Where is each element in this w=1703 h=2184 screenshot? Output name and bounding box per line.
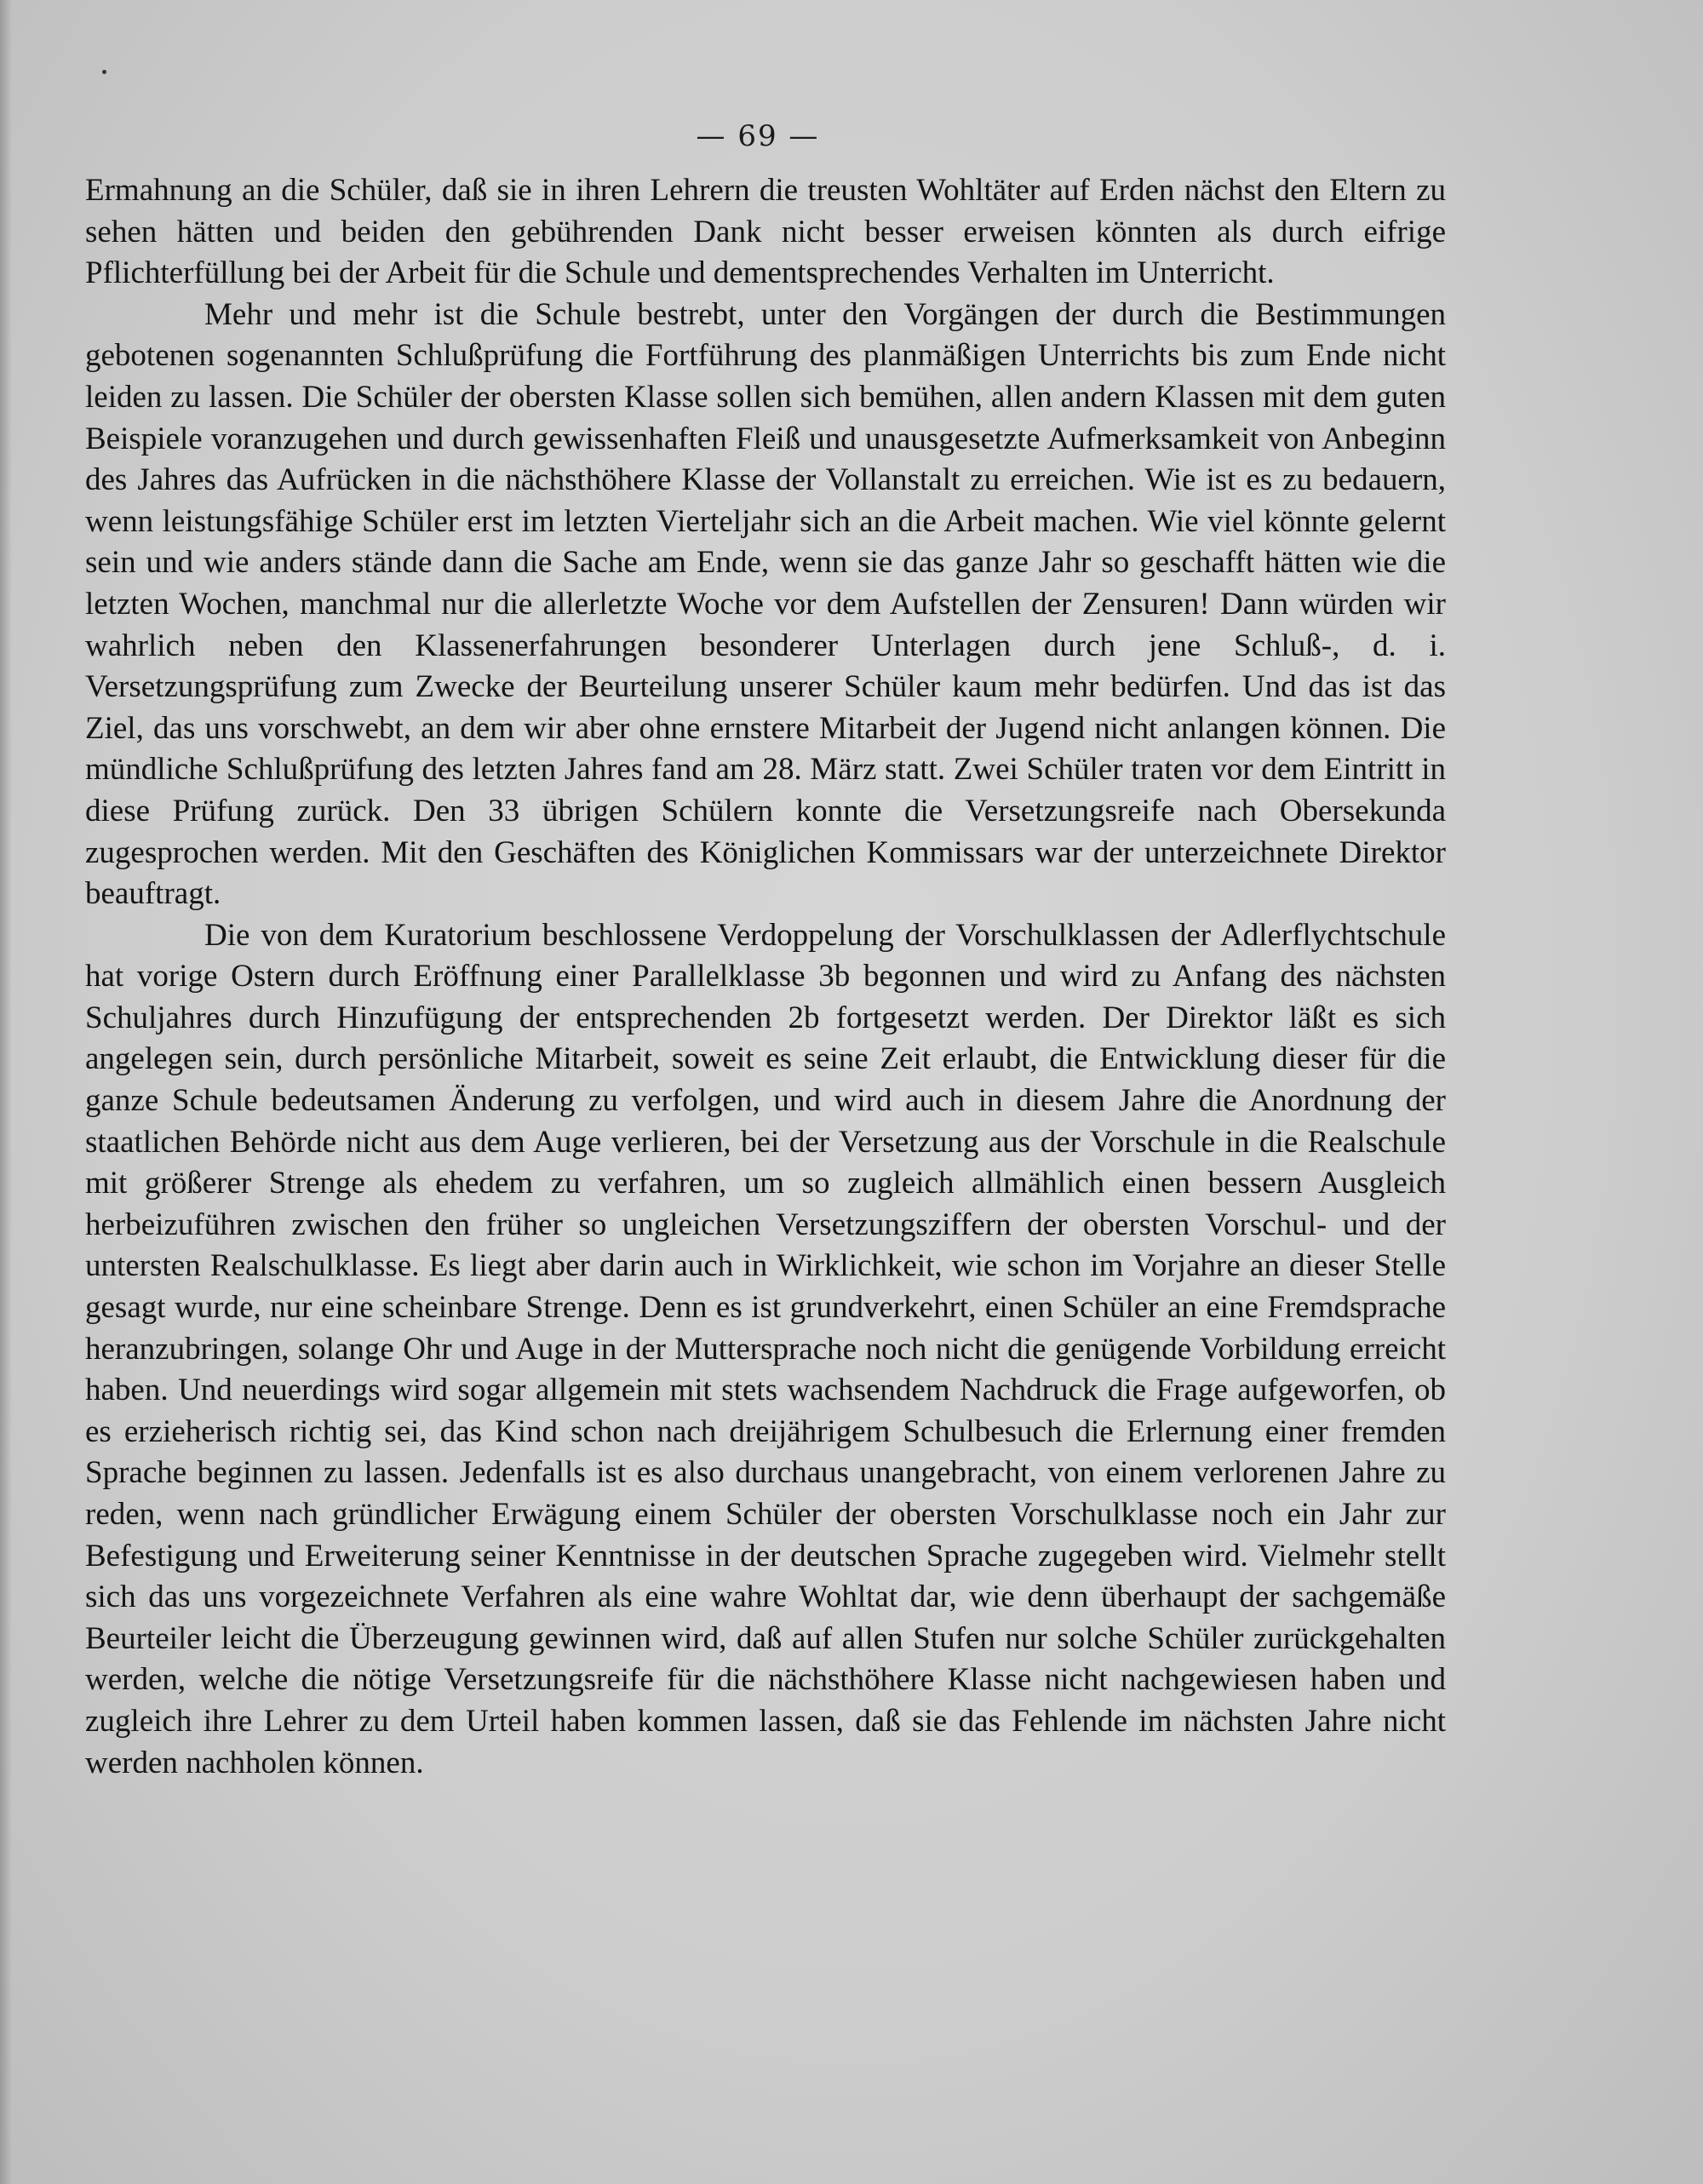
paragraph-2: Mehr und mehr ist die Schule bestrebt, unter den Vorgängen der durch die Bestimmungen gebotenen sogenannten Schlußprüfung die Fortführung des planmäßigen Unterrichts bis zum Ende nicht leiden zu lassen. Die Schüler der obersten Klasse sollen sich bemühen, allen andern Klassen mit dem guten Beispiele voranzugehen und durch gewissenhaften Fleiß und unausgesetzte Aufmerksamkeit von Anbeginn des Jahres das Aufrücken in die nächsthöhere Klasse der Vollanstalt zu erreichen. Wie ist es zu bedauern, wenn leistungsfähige Schüler erst im letzten Vierteljahr sich an die Arbeit machen. Wie viel könnte gelernt sein und wie anders stände dann die Sache am Ende, wenn sie das ganze Jahr so geschafft hätten wie die letzten Wochen, manchmal nur die allerletzte Woche vor dem Aufstellen der Zensuren! Dann würden wir wahrlich neben den Klassenerfahrungen besonderer Unterlagen durch jene Schluß-, d. i. Versetzungsprüfung zum Zwecke der Beurteilung unserer Schüler kaum mehr bedürfen. Und das ist das Ziel, das uns vorschwebt, an dem wir aber ohne ernstere Mitarbeit der Jugend nicht anlangen können. Die mündliche Schlußprüfung des letzten Jahres fand am 28. März statt. Zwei Schüler traten vor dem Eintritt in diese Prüfung zurück. Den 33 übrigen Schülern konnte die Versetzungsreife nach Obersekunda zugesprochen werden. Mit den Geschäften des Königlichen Kommissars war der unterzeichnete Direktor beauftragt.: [85, 296, 1446, 912]
page-edge-shadow: [0, 0, 12, 2184]
scan-speck: [102, 70, 106, 74]
paragraph-1: Ermahnung an die Schüler, daß sie in ihren Lehrern die treusten Wohltäter auf Erden nächst den Eltern zu sehen hätten und beiden den gebührenden Dank nicht besser erweisen könnten als durch eifrige Pflichterfüllung bei der Arbeit für die Schule und dementsprechendes Verhalten im Unterricht.: [85, 173, 1446, 291]
paragraph-3: Die von dem Kuratorium beschlossene Verdoppelung der Vorschulklassen der Adlerflychtschule hat vorige Ostern durch Eröffnung einer Parallelklasse 3b begonnen und wird zu Anfang des nächsten Schuljahres durch Hinzufügung der entsprechenden 2b fortgesetzt werden. Der Direktor läßt es sich angelegen sein, durch persönliche Mitarbeit, soweit es seine Zeit erlaubt, die Entwicklung dieser für die ganze Schule bedeutsamen Änderung zu verfolgen, und wird auch in diesem Jahre die Anordnung der staatlichen Behörde nicht aus dem Auge verlieren, bei der Versetzung aus der Vorschule in die Realschule mit größerer Strenge als ehedem zu verfahren, um so zugleich allmählich einen bessern Ausgleich herbeizuführen zwischen den früher so ungleichen Versetzungsziffern der obersten Vorschul- und der untersten Realschulklasse. Es liegt aber darin auch in Wirklichkeit, wie schon im Vorjahre an dieser Stelle gesagt wurde, nur eine scheinbare Strenge. Denn es ist grundverkehrt, einen Schüler an eine Fremdsprache heranzubringen, solange Ohr und Auge in der Muttersprache noch nicht die genügende Vorbildung erreicht haben. Und neuerdings wird sogar allgemein mit stets wachsendem Nachdruck die Frage aufgeworfen, ob es erzieherisch richtig sei, das Kind schon nach dreijährigem Schulbesuch die Erlernung einer fremden Sprache beginnen zu lassen. Jedenfalls ist es also durchaus unangebracht, von einem verlorenen Jahre zu reden, wenn nach gründlicher Erwägung einem Schüler der obersten Vorschulklasse noch ein Jahr zur Befestigung und Erweiterung seiner Kenntnisse in der deutschen Sprache zugegeben wird. Vielmehr stellt sich das uns vorgezeichnete Verfahren als eine wahre Wohltat dar, wie denn überhaupt der sachgemäße Beurteiler leicht die Überzeugung gewinnen wird, daß auf allen Stufen nur solche Schüler zurückgehalten werden, welche die nötige Versetzungsreife für die nächsthöhere Klasse nicht nachgewiesen haben und zugleich ihre Lehrer zu dem Urteil haben kommen lassen, daß sie das Fehlende im nächsten Jahre nicht werden nachholen können.: [85, 917, 1446, 1780]
body-text: [85, 170, 1446, 1784]
page-number: — 69 —: [696, 119, 820, 153]
